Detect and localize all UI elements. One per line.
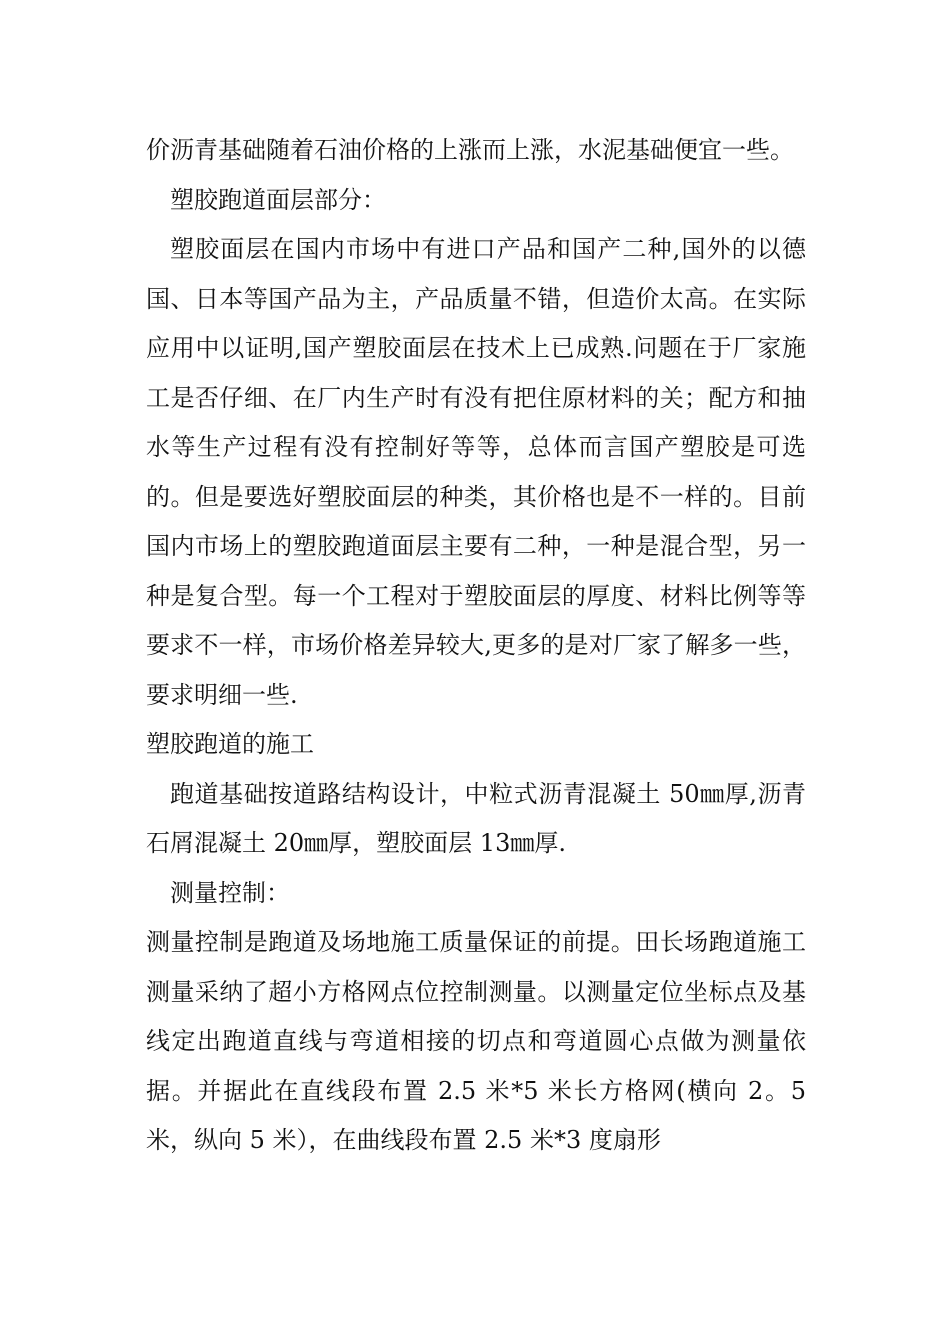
- document-page: [146, 126, 806, 1166]
- paragraph-asphalt-cost: 价沥青基础随着石油价格的上涨而上涨，水泥基础便宜一些。: [146, 136, 794, 164]
- paragraph-foundation: 跑道基础按道路结构设计，中粒式沥青混凝土 50㎜厚,沥青石屑混凝土 20㎜厚，塑胶面层 13㎜厚.: [146, 779, 806, 857]
- paragraph-survey-control: 测量控制是跑道及场地施工质量保证的前提。田长场跑道施工测量采纳了超小方格网点位控制测量。以测量定位坐标点及基线定出跑道直线与弯道相接的切点和弯道圆心点做为测量依据。并据此在直线段布置 2.5 米*5 米长方格网(横向 2。5 米，纵向 5 米），在曲线段布置 2.5 米*3 度扇形: [146, 928, 806, 1154]
- heading-survey-control: 测量控制：: [170, 878, 290, 907]
- heading-construction: 塑胶跑道的施工: [146, 730, 314, 758]
- heading-surface-section: 塑胶跑道面层部分：: [170, 185, 386, 214]
- paragraph-surface-layer: 塑胶面层在国内市场中有进口产品和国产二种,国外的以德国、日本等国产品为主，产品质量不错，但造价太高。在实际应用中以证明,国产塑胶面层在技术上已成熟.问题在于厂家施工是否仔细、在厂内生产时有没有把住原材料的关；配方和抽水等生产过程有没有控制好等等，总体而言国产塑胶是可选的。但是要选好塑胶面层的种类，其价格也是不一样的。目前国内市场上的塑胶跑道面层主要有二种，一种是混合型，另一种是复合型。每一个工程对于塑胶面层的厚度、材料比例等等要求不一样，市场价格差异较大,更多的是对厂家了解多一些，要求明细一些.: [146, 235, 806, 709]
